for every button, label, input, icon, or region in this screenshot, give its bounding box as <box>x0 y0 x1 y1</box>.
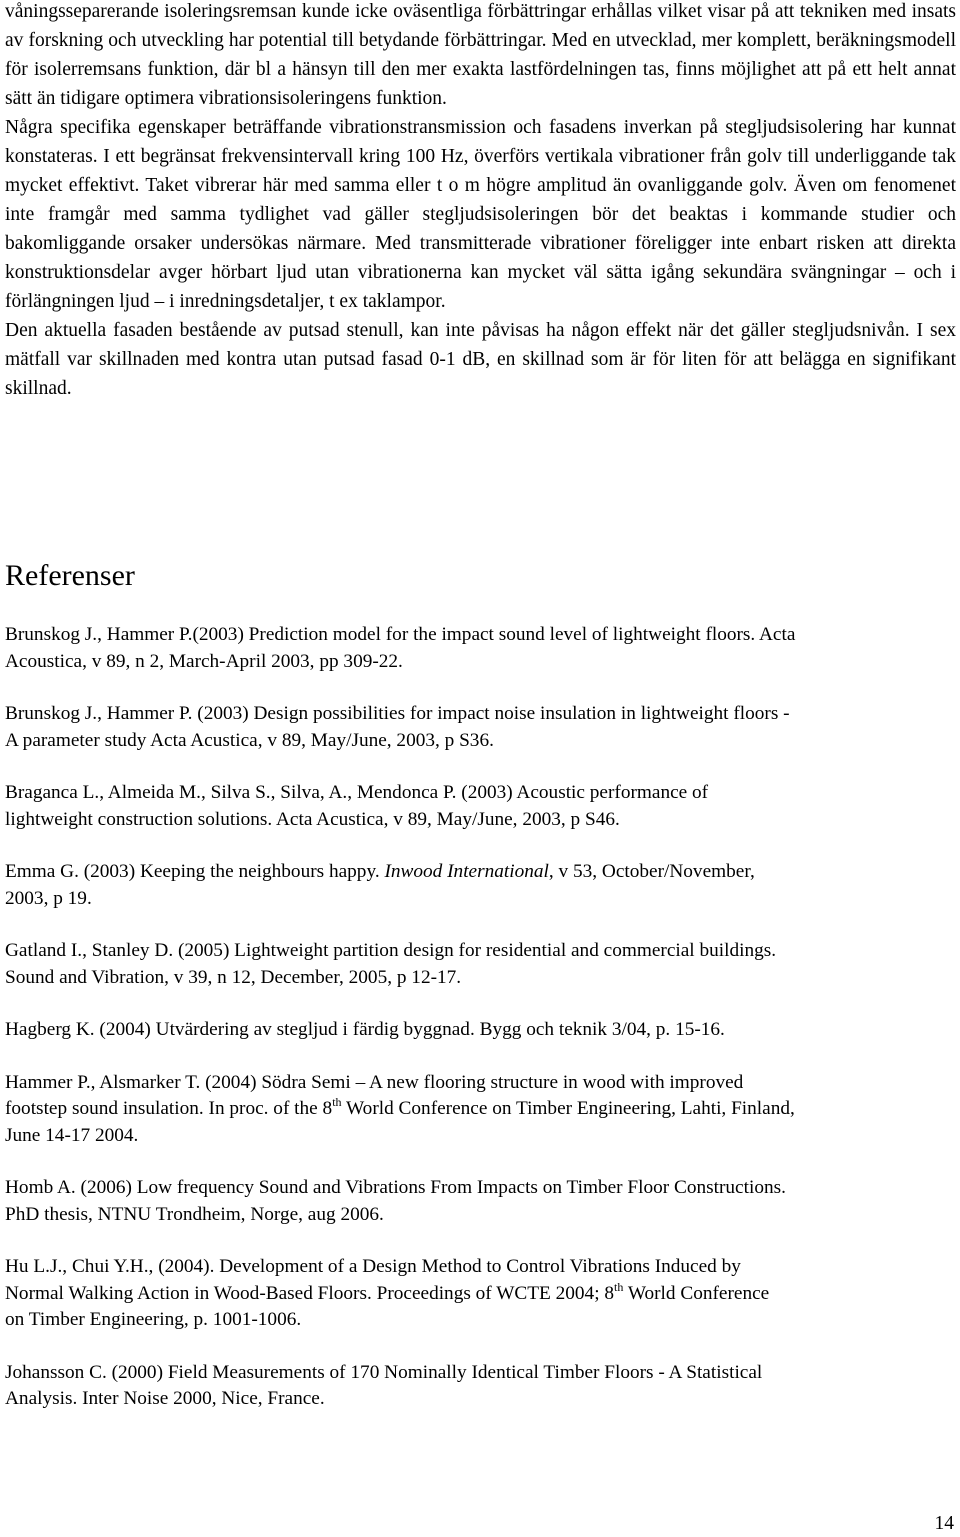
reference-item <box>5 1254 956 1334</box>
reference-line: Hammer P., Alsmarker T. (2004) Södra Semi – A new flooring structure in wood with improved <box>5 1071 744 1093</box>
reference-item <box>5 859 956 912</box>
reference-line: Analysis. Inter Noise 2000, Nice, France. <box>5 1388 325 1409</box>
reference-text: footstep sound insulation. In proc. of the 8 <box>5 1098 333 1119</box>
reference-line: Johansson C. (2000) Field Measurements of 170 Nominally Identical Timber Floors - A Statistical <box>5 1361 763 1383</box>
reference-line: Brunskog J., Hammer P.(2003) Prediction model for the impact sound level of lightweight floors. Acta <box>5 624 796 645</box>
reference-line: on Timber Engineering, p. 1001-1006. <box>5 1309 302 1330</box>
reference-text: , v 53, October/November, <box>548 861 755 882</box>
reference-item <box>5 701 956 754</box>
ordinal-suffix: th <box>332 1095 342 1109</box>
reference-line: June 14-17 2004. <box>5 1124 139 1146</box>
reference-line: A parameter study Acta Acustica, v 89, May/June, 2003, p S36. <box>5 729 494 751</box>
reference-line: Sound and Vibration, v 39, n 12, December, 2005, p 12-17. <box>5 966 462 988</box>
reference-line: Brunskog J., Hammer P. (2003) Design possibilities for impact noise insulation in lightweight floors - <box>5 703 790 724</box>
reference-line: Hagberg K. (2004) Utvärdering av stegljud i färdig byggnad. Bygg och teknik 3/04, p. 15-16. <box>5 1019 725 1040</box>
references-heading: Referenser <box>5 559 135 592</box>
ordinal-suffix: th <box>614 1279 624 1294</box>
paragraph-2: Några specifika egenskaper beträffande vibrationstransmission och fasadens inverkan på stegljudsisolering har kunnat konstateras. I ett begränsat frekvensintervall kring 100 Hz, överförs vertikala vibrationer från golv till underliggande tak mycket effektivt. Taket vibrerar här med samma eller t o m högre amplitud än ovanliggande golv. Även om fenomenet inte framgår med samma tydlighet vad gäller stegljudsisoleringen bör det beaktas i kommande studier och bakomliggande orsaker undersökas närmare. Med transmitterade vibrationer föreligger inte enbart risken att direkta konstruktionsdelar avger hörbart ljud utan vibrationerna kan mycket väl sätta igång sekundära svängningar – och i förlängningen ljud – i inredningsdetaljer, t ex taklampor. <box>5 117 956 312</box>
reference-text: Normal Walking Action in Wood-Based Floors. Proceedings of WCTE 2004; 8 <box>5 1282 615 1304</box>
reference-line: Gatland I., Stanley D. (2005) Lightweight partition design for residential and commercial buildings. <box>5 940 777 961</box>
reference-line: Acoustica, v 89, n 2, March-April 2003, pp 309-22. <box>5 650 403 672</box>
page-number: 14 <box>934 1513 954 1534</box>
reference-line: 2003, p 19. <box>5 887 92 909</box>
reference-item <box>5 1360 956 1413</box>
paragraph-3: Den aktuella fasaden bestående av putsad stenull, kan inte påvisas ha någon effekt när det gäller stegljudsnivån. I sex mätfall var skillnaden med kontra utan putsad fasad 0-1 dB, en skillnad som är för liten för att belägga en signifikant skillnad. <box>5 320 956 399</box>
reference-text: World Conference on Timber Engineering, Lahti, Finland, <box>341 1098 795 1119</box>
reference-text: World Conference <box>623 1282 770 1304</box>
body-text <box>5 0 956 403</box>
reference-item <box>5 780 956 833</box>
reference-item <box>5 1070 956 1150</box>
reference-line: Homb A. (2006) Low frequency Sound and Vibrations From Impacts on Timber Floor Constructions. <box>5 1177 786 1198</box>
paragraph-1: våningsseparerande isoleringsremsan kunde icke oväsentliga förbättringar erhållas vilket visar på att tekniken med insats av forskning och utveckling har potential till betydande förbättringar. Med en utvecklad, mer komplett, beräkningsmodell för isolerremsans funktion, där bl a hänsyn till den mer exakta lastfördelningen tas, finns möjlighet att på ett helt annat sätt än tidigare optimera vibrationsisoleringens funktion. <box>5 1 956 109</box>
reference-text: Emma G. (2003) Keeping the neighbours happy. <box>5 861 385 882</box>
reference-line: Hu L.J., Chui Y.H., (2004). Development of a Design Method to Control Vibrations Induced by <box>5 1256 741 1277</box>
reference-item <box>5 1175 956 1228</box>
reference-item <box>5 938 956 991</box>
reference-item <box>5 622 956 675</box>
reference-item <box>5 1017 956 1044</box>
reference-line: lightweight construction solutions. Acta Acustica, v 89, May/June, 2003, p S46. <box>5 808 620 830</box>
reference-line: Braganca L., Almeida M., Silva S., Silva, A., Mendonca P. (2003) Acoustic performance of <box>5 782 709 803</box>
journal-title: Inwood International <box>384 861 549 882</box>
reference-line: PhD thesis, NTNU Trondheim, Norge, aug 2006. <box>5 1203 384 1225</box>
references-list <box>5 622 956 1413</box>
